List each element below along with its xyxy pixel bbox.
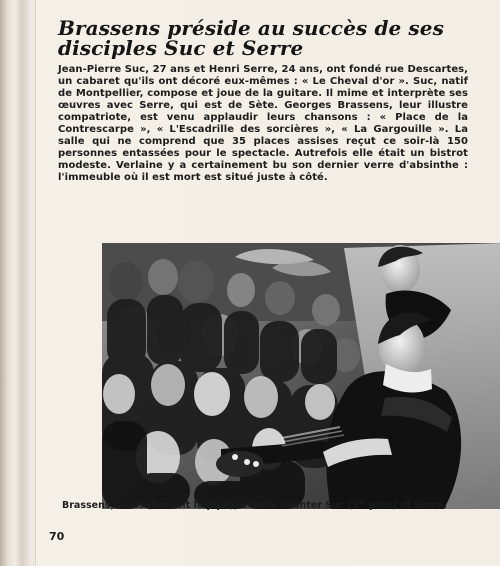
- photo-caption: [62, 500, 463, 512]
- cabaret-photo-graphic: [102, 243, 500, 509]
- cabaret-photo: [102, 243, 500, 509]
- page-binding-edge: [0, 0, 36, 566]
- page-number: 70: [49, 530, 65, 543]
- article-body: Jean-Pierre Suc, 27 ans et Henri Serre, 24 ans, ont fondé rue Descartes, un cabaret qu'ils ont décoré eux-mêmes : « Le Cheval d'or ». Suc, natif de Montpellier, compose et joue de la guitare. Il mime et interprète ses œuvres avec Serre, qui est de Sète. Georges Brassens, leur illustre compatriote, est venu applaudir leurs chansons : « Place de la Contrescarpe », « L'Escadrille des sorcières », « La Gargouille ». La salle qui ne comprend que 35 places assises reçut ce soir-là 150 personnes entassées pour le spectacle. Autrefois elle était un bistrot modeste. Verlaine y a certainement bu son dernier verre d'absinthe : l'immeuble où il est mort est situé juste à côté.: [58, 64, 468, 183]
- article-headline: Brassens préside au succès de ses disciples Suc et Serre: [58, 16, 444, 60]
- caption-superscript: er: [358, 498, 366, 506]
- caption-text-end: plan) et Serre.: [365, 500, 447, 511]
- caption-text-start: Brassens, assis (fumant la pipe), écoute chanter Suc (1: [62, 500, 359, 511]
